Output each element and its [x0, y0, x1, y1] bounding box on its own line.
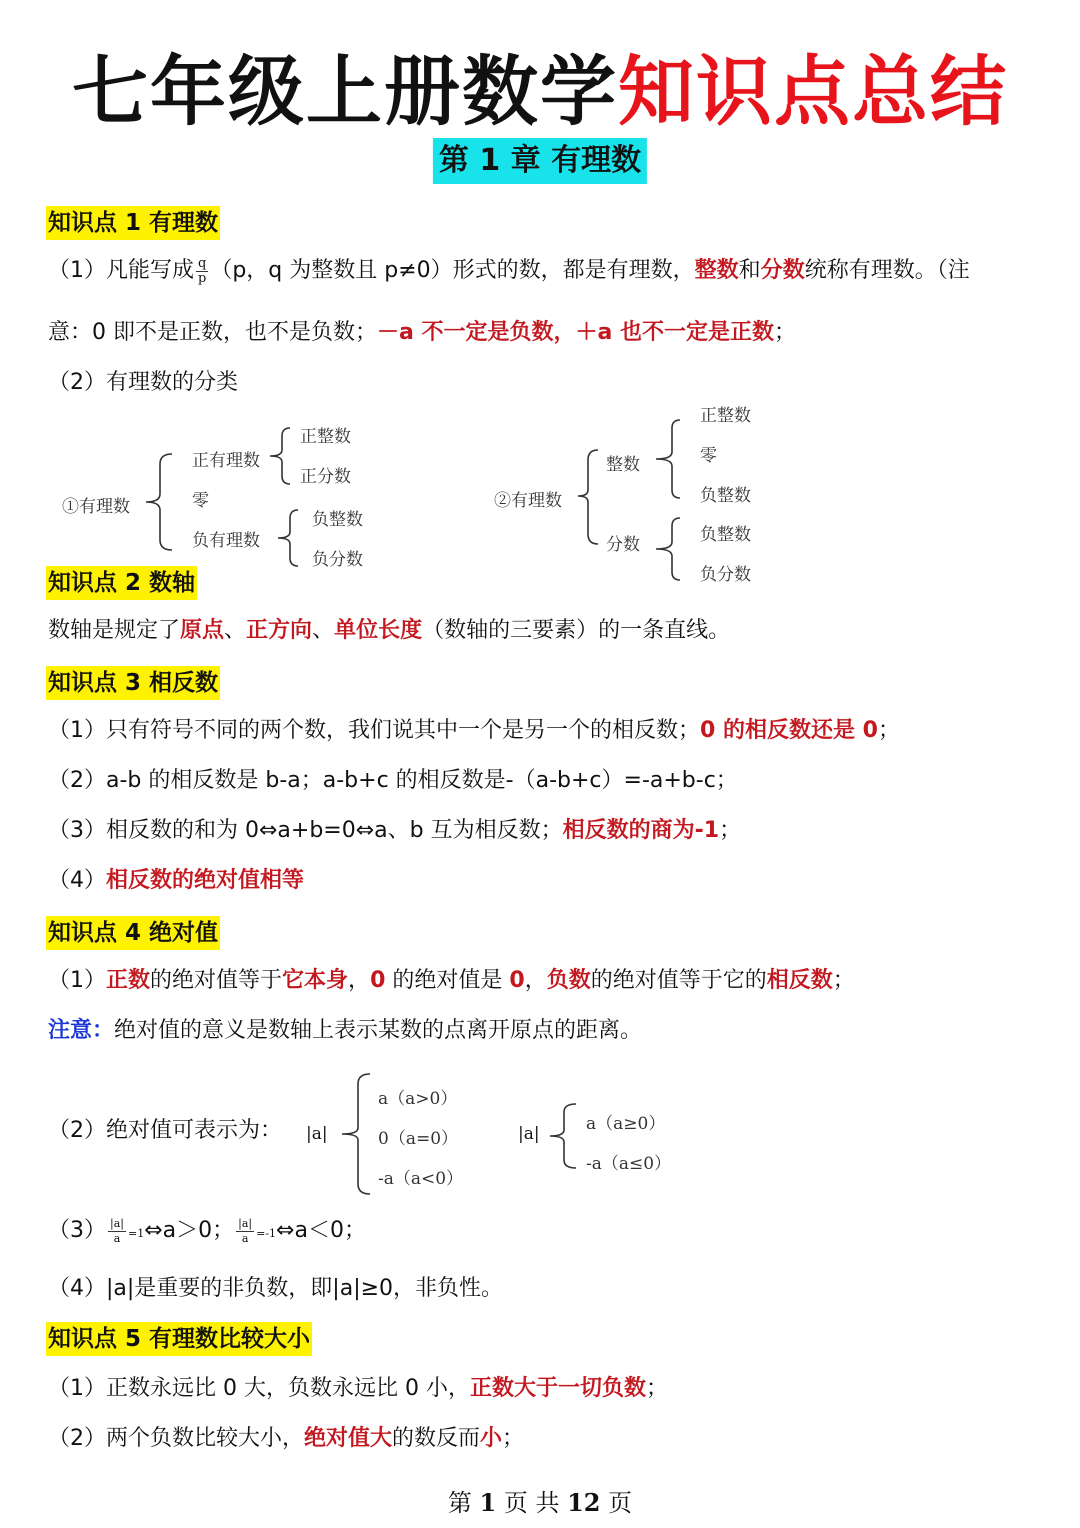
tree2-root: ②有理数 — [494, 491, 562, 511]
title-red: 知识点总结 — [618, 47, 1008, 136]
abs-case-nonpos: -a（a≤0） — [586, 1154, 672, 1174]
kp3-l3-a: （3）相反数的和为 0⇔a+b=0⇔a、b 互为相反数； — [48, 818, 563, 843]
kp3-l4-r: 相反数的绝对值相等 — [106, 868, 305, 893]
tree2-zero: 零 — [700, 446, 717, 466]
kp4-l1-d: 的绝对值是 — [385, 968, 510, 993]
abs-case-neg: -a（a<0） — [378, 1169, 464, 1189]
fraction-q-over-p — [196, 257, 208, 286]
f1-eq: =1 — [127, 1227, 145, 1240]
abs-case-zero: 0（a=0） — [378, 1129, 459, 1149]
kp2-t4: （数轴的三要素）的一条直线。 — [422, 618, 731, 643]
abs-expression-1: |a| — [306, 1124, 328, 1144]
tree1-pos-frac: 正分数 — [300, 467, 351, 487]
f2-eq: =-1 — [256, 1227, 277, 1240]
kp4-note-label: 注意： — [48, 1018, 115, 1043]
kp4-note-text: 绝对值的意义是数轴上表示某数的点离开原点的距离。 — [114, 1018, 643, 1043]
abs-case-nonneg: a（a≥0） — [586, 1114, 666, 1134]
kp3-l1-b: ； — [877, 718, 900, 743]
abs-brace-1 — [338, 1072, 378, 1196]
tree1-root: ①有理数 — [62, 497, 130, 517]
kp5-l1-a: （1）正数永远比 0 大，负数永远比 0 小， — [48, 1376, 470, 1401]
kp4-l3-c: ⇔a＜0； — [276, 1218, 366, 1243]
footer-page-number: 1 — [479, 1488, 497, 1517]
tree2-int: 整数 — [606, 455, 640, 475]
kp4-line4: （4）|a|是重要的非负数，即|a|≥0，非负性。 — [48, 1276, 504, 1301]
kp4-l3-b: ⇔a＞0； — [144, 1218, 235, 1243]
footer-c: 页 — [608, 1489, 633, 1517]
kp2-t3: 、 — [312, 618, 335, 643]
frac-den: p — [198, 270, 207, 286]
kp4-l1-r3: 0 — [370, 968, 386, 993]
kp3-l4-a: （4） — [48, 868, 106, 893]
tree2-pos-int: 正整数 — [700, 406, 751, 426]
kp3-line2: （2）a-b 的相反数是 b-a；a-b+c 的相反数是-（a-b+c）=-a+b-c； — [48, 768, 738, 793]
kp1-l2-b: ； — [774, 320, 797, 345]
kp3-heading: 知识点 3 相反数 — [46, 666, 220, 700]
fraction-abs-a-over-a-1 — [108, 1217, 126, 1246]
kp1-line1 — [48, 256, 970, 286]
kp5-l2-c: ； — [502, 1426, 525, 1451]
kp1-l1-a: （1）凡能写成 — [48, 258, 194, 283]
kp4-l1-r5: 负数 — [546, 968, 591, 993]
tree1-neg: 负有理数 — [192, 531, 260, 551]
kp1-heading: 知识点 1 有理数 — [46, 206, 220, 240]
kp4-l1-e: ， — [524, 968, 547, 993]
kp1-l1-r1: 整数 — [694, 258, 739, 283]
kp4-l1-b: 的绝对值等于 — [150, 968, 283, 993]
kp2-r2: 正方向 — [246, 618, 313, 643]
f2-num: |a| — [238, 1216, 253, 1230]
tree1-zero: 零 — [192, 491, 209, 511]
kp2-heading: 知识点 2 数轴 — [46, 566, 197, 600]
tree1-pos-int: 正整数 — [300, 427, 351, 447]
kp1-l2-r: －a 不一定是负数，＋a 也不一定是正数 — [377, 320, 775, 345]
tree1-neg-int: 负整数 — [312, 510, 363, 530]
kp1-line2 — [48, 318, 796, 348]
kp4-l1-c: ， — [348, 968, 371, 993]
kp5-l2-b: 的数反而 — [392, 1426, 481, 1451]
kp2-r1: 原点 — [180, 618, 225, 643]
footer-a: 第 — [447, 1489, 472, 1517]
f1-num: |a| — [110, 1216, 124, 1230]
tree1-neg-brace — [274, 508, 304, 568]
page-title — [0, 42, 1080, 142]
tree2-neg-frac: 负分数 — [700, 565, 751, 585]
tree2-pos-frac: 负整数 — [700, 525, 751, 545]
kp4-l1-r2: 它本身 — [282, 968, 349, 993]
kp4-l1-f: 的绝对值等于它的 — [590, 968, 767, 993]
kp3-l1-a: （1）只有符号不同的两个数，我们说其中一个是另一个的相反数； — [48, 718, 700, 743]
tree2-frac: 分数 — [606, 535, 640, 555]
abs-expression-2: |a| — [518, 1124, 540, 1144]
kp4-line3 — [48, 1216, 366, 1249]
page-footer — [0, 1486, 1080, 1520]
kp5-line2 — [48, 1424, 524, 1454]
tree2-int-brace — [652, 418, 686, 500]
kp2-t1: 数轴是规定了 — [48, 618, 181, 643]
kp4-note — [48, 1016, 642, 1046]
chapter-heading: 第 1 章 有理数 — [433, 138, 647, 184]
kp5-line1 — [48, 1374, 668, 1404]
f2-den: a — [241, 1231, 249, 1245]
kp2-line1 — [48, 616, 730, 646]
kp3-l3-b: ； — [719, 818, 742, 843]
kp1-l1-c: 和 — [738, 258, 761, 283]
tree1-pos-brace — [266, 426, 296, 486]
kp4-l1-r1: 正数 — [106, 968, 151, 993]
kp1-l1-d: 统称有理数。（注 — [804, 258, 970, 283]
kp5-heading: 知识点 5 有理数比较大小 — [46, 1322, 312, 1356]
kp3-l3-r: 相反数的商为-1 — [562, 818, 720, 843]
footer-b: 页 共 — [503, 1489, 560, 1517]
kp2-t2: 、 — [224, 618, 247, 643]
title-black: 七年级上册数学 — [72, 47, 618, 136]
kp1-l2-a: 意：0 即不是正数，也不是负数； — [48, 320, 377, 345]
footer-total-pages: 12 — [567, 1488, 601, 1517]
kp3-line1 — [48, 716, 900, 746]
kp1-l1-b: （p，q 为整数且 p≠0）形式的数，都是有理数， — [210, 258, 695, 283]
kp4-l1-g: ； — [832, 968, 855, 993]
kp1-l1-r2: 分数 — [760, 258, 805, 283]
kp4-l1-r6: 相反数 — [766, 968, 833, 993]
abs-brace-2 — [546, 1102, 582, 1170]
kp3-line4 — [48, 866, 304, 896]
tree1-pos: 正有理数 — [192, 451, 260, 471]
tree2-neg-int: 负整数 — [700, 486, 751, 506]
frac-num: q — [198, 255, 207, 271]
kp5-l1-r: 正数大于一切负数 — [469, 1376, 646, 1401]
kp5-l1-b: ； — [645, 1376, 668, 1401]
kp4-line1 — [48, 966, 855, 996]
kp2-r3: 单位长度 — [334, 618, 423, 643]
kp4-heading: 知识点 4 绝对值 — [46, 916, 220, 950]
tree2-frac-brace — [652, 516, 686, 582]
kp4-l3-a: （3） — [48, 1218, 106, 1243]
kp5-l2-r1: 绝对值大 — [304, 1426, 393, 1451]
fraction-abs-a-over-a-2 — [236, 1217, 254, 1246]
kp5-l2-r2: 小 — [480, 1426, 503, 1451]
kp3-l1-r: 0 的相反数还是 0 — [700, 718, 878, 743]
kp1-line3: （2）有理数的分类 — [48, 370, 238, 395]
kp4-line2-label: （2）绝对值可表示为： — [48, 1118, 282, 1143]
abs-case-pos: a（a>0） — [378, 1089, 458, 1109]
kp3-line3 — [48, 816, 741, 846]
tree2-brace — [574, 448, 604, 548]
tree1-neg-frac: 负分数 — [312, 550, 363, 570]
kp5-l2-a: （2）两个负数比较大小， — [48, 1426, 304, 1451]
kp4-l1-r4: 0 — [509, 968, 525, 993]
f1-den: a — [113, 1231, 121, 1245]
kp4-l1-a: （1） — [48, 968, 106, 993]
tree1-brace — [142, 452, 182, 552]
